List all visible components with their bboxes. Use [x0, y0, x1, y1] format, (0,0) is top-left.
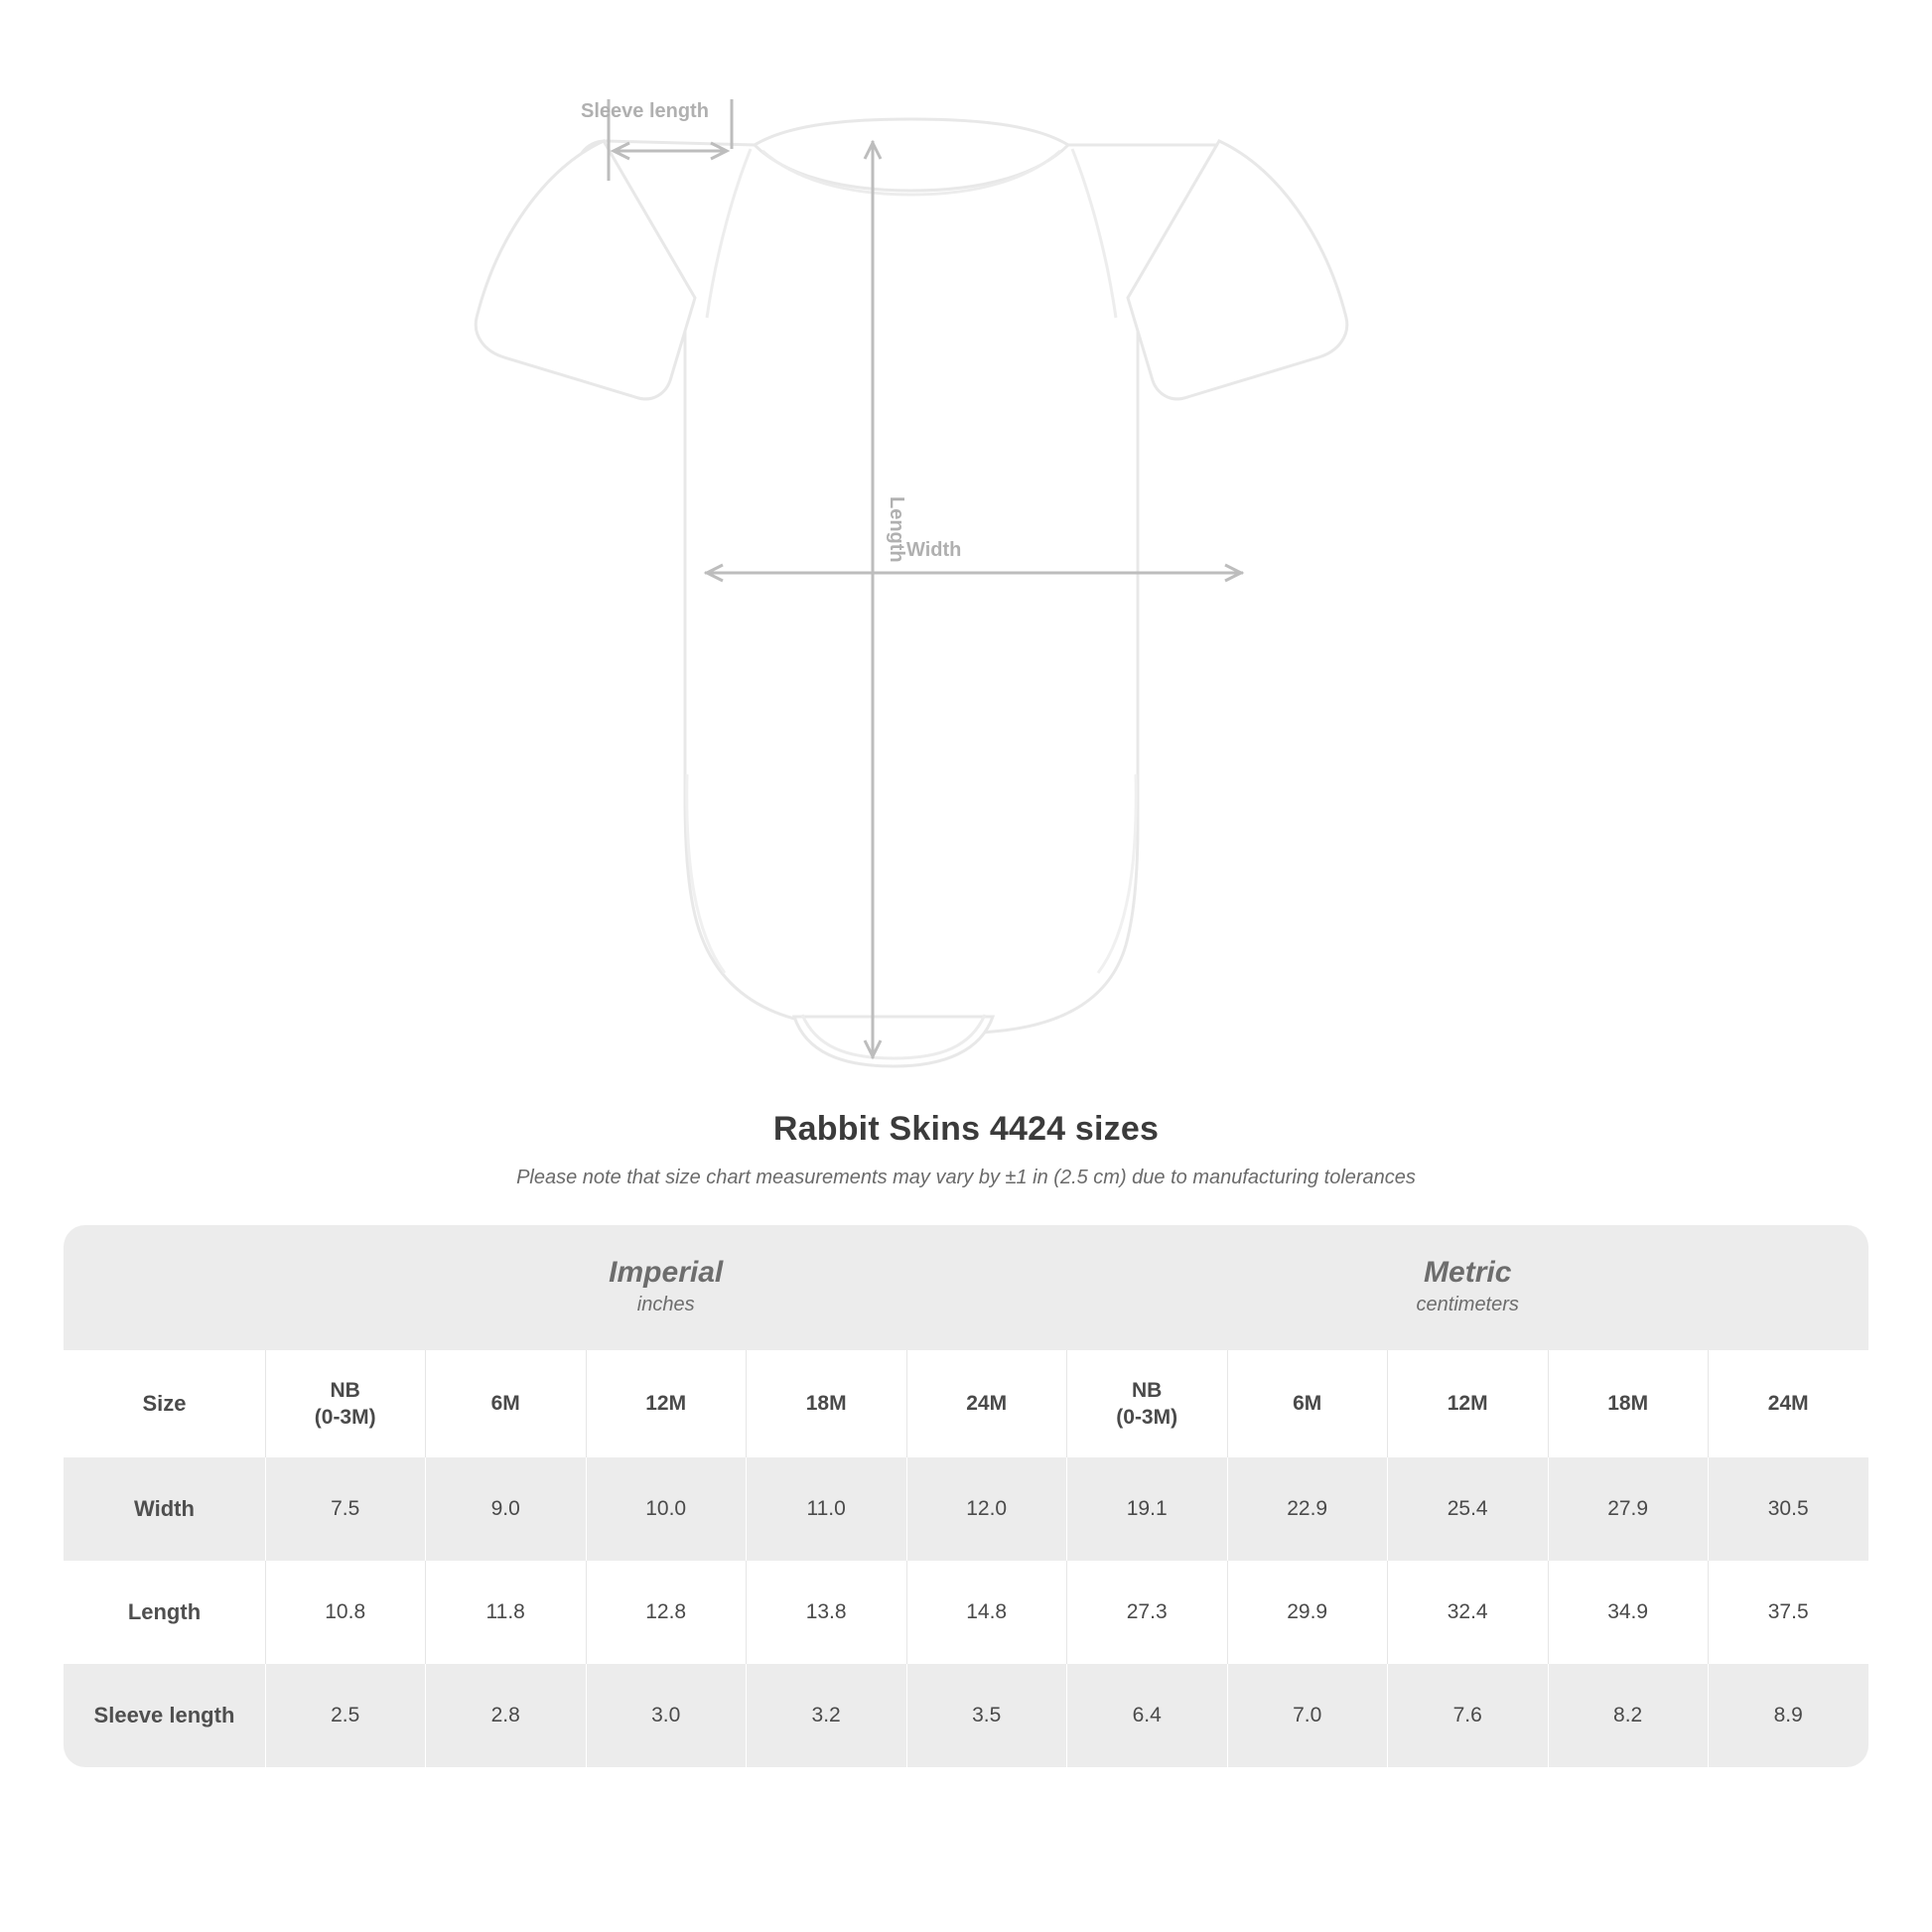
header-col-4-label: 24M: [966, 1392, 1008, 1416]
unit-header-row: [64, 1225, 1868, 1350]
header-col-2-label: 12M: [645, 1392, 687, 1416]
bodysuit-shape: [476, 119, 1347, 1066]
header-col-7-label: 12M: [1447, 1392, 1488, 1416]
header-col-0: [265, 1350, 425, 1457]
unit-group-metric-sub: centimeters: [1416, 1294, 1519, 1316]
cell-length-3: 13.8: [746, 1561, 905, 1664]
length-label: Length: [886, 496, 907, 563]
cell-width-8: 27.9: [1548, 1457, 1708, 1561]
header-col-0-sub: (0-3M): [314, 1406, 376, 1429]
table-row: [64, 1457, 1868, 1561]
cell-length-6: 29.9: [1227, 1561, 1387, 1664]
cell-sleeve-5: 6.4: [1066, 1664, 1226, 1767]
cell-length-5: 27.3: [1066, 1561, 1226, 1664]
header-col-4: [906, 1350, 1067, 1457]
cell-length-7: 32.4: [1387, 1561, 1547, 1664]
header-col-5: [1066, 1350, 1226, 1457]
row-label-length: Length: [64, 1561, 265, 1664]
unit-header-spacer: [64, 1225, 265, 1350]
header-col-9-label: 24M: [1767, 1392, 1809, 1416]
size-table: [64, 1225, 1868, 1767]
cell-sleeve-0: 2.5: [265, 1664, 425, 1767]
cell-length-0: 10.8: [265, 1561, 425, 1664]
table-row: [64, 1664, 1868, 1767]
unit-group-metric: [1066, 1225, 1868, 1350]
unit-group-metric-name: Metric: [1424, 1255, 1512, 1289]
table-row: [64, 1561, 1868, 1664]
cell-width-2: 10.0: [586, 1457, 746, 1561]
cell-sleeve-4: 3.5: [906, 1664, 1067, 1767]
sleeve-length-label: Sleeve length: [581, 100, 709, 122]
cell-length-2: 12.8: [586, 1561, 746, 1664]
cell-sleeve-2: 3.0: [586, 1664, 746, 1767]
unit-group-imperial-sub: inches: [636, 1294, 695, 1316]
size-table-wrapper: [64, 1225, 1868, 1767]
width-label: Width: [906, 539, 962, 561]
header-col-6-label: 6M: [1293, 1392, 1322, 1416]
cell-length-1: 11.8: [425, 1561, 585, 1664]
cell-sleeve-3: 3.2: [746, 1664, 905, 1767]
cell-sleeve-6: 7.0: [1227, 1664, 1387, 1767]
cell-sleeve-7: 7.6: [1387, 1664, 1547, 1767]
cell-length-9: 37.5: [1708, 1561, 1868, 1664]
header-col-5-label: NB: [1132, 1378, 1163, 1402]
cell-width-4: 12.0: [906, 1457, 1067, 1561]
cell-sleeve-9: 8.9: [1708, 1664, 1868, 1767]
cell-width-7: 25.4: [1387, 1457, 1547, 1561]
column-header-row: [64, 1350, 1868, 1457]
header-col-0-label: NB: [330, 1378, 360, 1402]
header-col-7: [1387, 1350, 1547, 1457]
header-col-2: [586, 1350, 746, 1457]
cell-width-3: 11.0: [746, 1457, 905, 1561]
cell-sleeve-8: 8.2: [1548, 1664, 1708, 1767]
cell-width-9: 30.5: [1708, 1457, 1868, 1561]
page-title: Rabbit Skins 4424 sizes: [772, 1110, 1160, 1148]
header-col-3-label: 18M: [805, 1392, 847, 1416]
header-col-5-sub: (0-3M): [1116, 1406, 1178, 1429]
header-col-8: [1548, 1350, 1708, 1457]
unit-group-imperial: [265, 1225, 1067, 1350]
tolerance-note: Please note that size chart measurements may vary by ±1 in (2.5 cm) due to manufacturing tolerances: [516, 1167, 1416, 1188]
header-size: Size: [64, 1350, 265, 1457]
header-col-6: [1227, 1350, 1387, 1457]
header-col-1: [425, 1350, 585, 1457]
header-col-9: [1708, 1350, 1868, 1457]
header-col-3: [746, 1350, 905, 1457]
cell-width-0: 7.5: [265, 1457, 425, 1561]
title-block: [0, 1110, 1932, 1189]
row-label-sleeve-length: Sleeve length: [64, 1664, 265, 1767]
cell-width-1: 9.0: [425, 1457, 585, 1561]
cell-length-4: 14.8: [906, 1561, 1067, 1664]
header-col-1-label: 6M: [490, 1392, 520, 1416]
unit-group-imperial-name: Imperial: [609, 1255, 724, 1289]
cell-length-8: 34.9: [1548, 1561, 1708, 1664]
header-col-8-label: 18M: [1607, 1392, 1649, 1416]
cell-width-5: 19.1: [1066, 1457, 1226, 1561]
row-label-width: Width: [64, 1457, 265, 1561]
cell-sleeve-1: 2.8: [425, 1664, 585, 1767]
cell-width-6: 22.9: [1227, 1457, 1387, 1561]
